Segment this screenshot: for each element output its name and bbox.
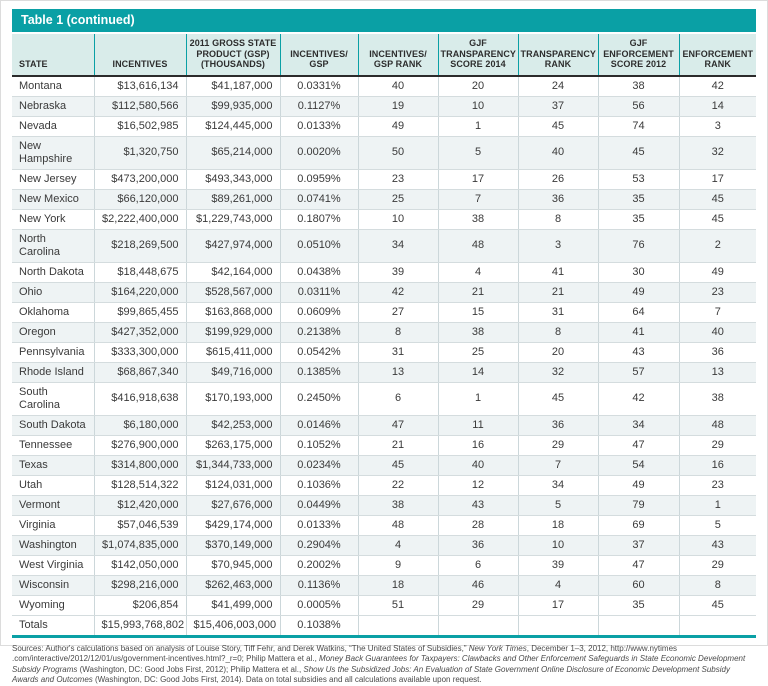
- cell-incentives: $333,300,000: [94, 342, 186, 362]
- cell-enforcement-rank: 14: [679, 96, 756, 116]
- cell-incentives: $416,918,638: [94, 382, 186, 415]
- cell-gsp: $124,031,000: [186, 475, 280, 495]
- cell-gjf-enforcement-score: 35: [598, 209, 679, 229]
- table-row: [12, 595, 756, 615]
- cell-state: Nevada: [12, 116, 94, 136]
- cell-state: Tennessee: [12, 435, 94, 455]
- table-row: [12, 189, 756, 209]
- table-row: [12, 76, 756, 97]
- cell-gsp: $27,676,000: [186, 495, 280, 515]
- cell-state: Vermont: [12, 495, 94, 515]
- cell-incentives-gsp-rank: 48: [358, 515, 438, 535]
- cell-incentives-gsp: 0.0005%: [280, 595, 358, 615]
- cell-incentives-gsp-rank: 4: [358, 535, 438, 555]
- table-row: [12, 262, 756, 282]
- cell-incentives-gsp-rank: 23: [358, 169, 438, 189]
- source-note-segment: (Washington, DC: Good Jobs First, 2014). Data on total subsidies and all calculations available upon request.: [95, 675, 482, 684]
- cell-gjf-enforcement-score: 42: [598, 382, 679, 415]
- source-note-segment: Sources: Author's calculations based on analysis of Louise Story, Tiff Fehr, and Derek Watkins, “The United States of Subsidies,”: [12, 643, 469, 653]
- cell-enforcement-rank: 29: [679, 435, 756, 455]
- cell-incentives: $18,448,675: [94, 262, 186, 282]
- table-row: [12, 555, 756, 575]
- cell-incentives: $142,050,000: [94, 555, 186, 575]
- cell-transparency-rank: 36: [518, 189, 598, 209]
- cell-gjf-enforcement-score: 35: [598, 595, 679, 615]
- cell-gjf-transparency-score: 17: [438, 169, 518, 189]
- header-row: [12, 34, 756, 76]
- table-row: [12, 282, 756, 302]
- cell-incentives-gsp-rank: 10: [358, 209, 438, 229]
- cell-transparency-rank: 45: [518, 116, 598, 136]
- cell-gsp: $89,261,000: [186, 189, 280, 209]
- cell-incentives-gsp-rank: 39: [358, 262, 438, 282]
- table-row: [12, 302, 756, 322]
- cell-gjf-transparency-score: 5: [438, 136, 518, 169]
- cell-enforcement-rank: 43: [679, 535, 756, 555]
- header-cell-state: STATE: [12, 34, 94, 76]
- cell-incentives-gsp: 0.0609%: [280, 302, 358, 322]
- header-cell-gsp: 2011 GROSS STATE PRODUCT (GSP) (THOUSANDS): [186, 34, 280, 76]
- cell-gjf-transparency-score: 14: [438, 362, 518, 382]
- cell-gjf-transparency-score: 46: [438, 575, 518, 595]
- cell-gjf-enforcement-score: 49: [598, 475, 679, 495]
- cell-transparency-rank: 34: [518, 475, 598, 495]
- cell-incentives-gsp-rank: 31: [358, 342, 438, 362]
- cell-gsp: $493,343,000: [186, 169, 280, 189]
- cell-transparency-rank: 40: [518, 136, 598, 169]
- cell-gjf-transparency-score: 28: [438, 515, 518, 535]
- cell-transparency-rank: 31: [518, 302, 598, 322]
- cell-enforcement-rank: 49: [679, 262, 756, 282]
- cell-state: New Hampshire: [12, 136, 94, 169]
- cell-state: Rhode Island: [12, 362, 94, 382]
- cell-incentives: $473,200,000: [94, 169, 186, 189]
- cell-incentives: $1,074,835,000: [94, 535, 186, 555]
- table-row: [12, 229, 756, 262]
- cell-incentives-gsp: 0.1385%: [280, 362, 358, 382]
- cell-gjf-transparency-score: 40: [438, 455, 518, 475]
- cell-gjf-transparency-score: 1: [438, 382, 518, 415]
- cell-enforcement-rank: 32: [679, 136, 756, 169]
- cell-gjf-transparency-score: 36: [438, 535, 518, 555]
- cell-incentives-gsp-rank: 13: [358, 362, 438, 382]
- cell-incentives: $128,514,322: [94, 475, 186, 495]
- cell-gjf-transparency-score: 25: [438, 342, 518, 362]
- table-body: [12, 76, 756, 637]
- cell-transparency-rank: 32: [518, 362, 598, 382]
- cell-gjf-transparency-score: 48: [438, 229, 518, 262]
- cell-gjf-enforcement-score: 54: [598, 455, 679, 475]
- cell-transparency-rank: 39: [518, 555, 598, 575]
- source-note-italic-segment: Money Back Guarantees for Taxpayers: Clawbacks and Other Enforcement Safeguards in State Economic Development Subsidy Programs: [12, 654, 746, 674]
- cell-state: Wisconsin: [12, 575, 94, 595]
- cell-transparency-rank: 41: [518, 262, 598, 282]
- cell-incentives-gsp-rank: 22: [358, 475, 438, 495]
- cell-gjf-enforcement-score: 45: [598, 136, 679, 169]
- cell-incentives: $99,865,455: [94, 302, 186, 322]
- cell-transparency-rank: 37: [518, 96, 598, 116]
- cell-gjf-transparency-score: 12: [438, 475, 518, 495]
- cell-incentives-gsp: 0.0146%: [280, 415, 358, 435]
- cell-state: Ohio: [12, 282, 94, 302]
- cell-enforcement-rank: 45: [679, 595, 756, 615]
- cell-gjf-transparency-score: [438, 615, 518, 636]
- cell-gjf-transparency-score: 15: [438, 302, 518, 322]
- cell-incentives: $298,216,000: [94, 575, 186, 595]
- cell-gsp: $49,716,000: [186, 362, 280, 382]
- header-cell-incentives-gsp: INCENTIVES/ GSP: [280, 34, 358, 76]
- totals-row: [12, 615, 756, 636]
- cell-state: Nebraska: [12, 96, 94, 116]
- cell-incentives-gsp-rank: [358, 615, 438, 636]
- cell-incentives: $16,502,985: [94, 116, 186, 136]
- cell-state: Totals: [12, 615, 94, 636]
- cell-enforcement-rank: 5: [679, 515, 756, 535]
- cell-transparency-rank: 21: [518, 282, 598, 302]
- cell-state: Montana: [12, 76, 94, 97]
- cell-transparency-rank: 8: [518, 322, 598, 342]
- cell-enforcement-rank: 36: [679, 342, 756, 362]
- table-row: [12, 535, 756, 555]
- cell-enforcement-rank: 45: [679, 209, 756, 229]
- cell-incentives-gsp-rank: 40: [358, 76, 438, 97]
- cell-state: North Carolina: [12, 229, 94, 262]
- source-note-italic-segment: Show Us the Subsidized Jobs: An Evaluation of State Government Online Disclosure of Economic Development Subsidy Awards and Outcomes: [12, 664, 730, 684]
- table-row: [12, 116, 756, 136]
- header-cell-enforcement-rank: ENFORCEMENT RANK: [679, 34, 756, 76]
- cell-gsp: $70,945,000: [186, 555, 280, 575]
- cell-incentives: $57,046,539: [94, 515, 186, 535]
- cell-incentives-gsp-rank: 18: [358, 575, 438, 595]
- cell-incentives-gsp: 0.0959%: [280, 169, 358, 189]
- cell-incentives-gsp-rank: 49: [358, 116, 438, 136]
- cell-incentives-gsp-rank: 47: [358, 415, 438, 435]
- cell-gsp: $615,411,000: [186, 342, 280, 362]
- cell-gjf-enforcement-score: 57: [598, 362, 679, 382]
- table-header: [12, 34, 756, 76]
- cell-incentives-gsp: 0.0331%: [280, 76, 358, 97]
- cell-incentives-gsp-rank: 19: [358, 96, 438, 116]
- cell-state: Utah: [12, 475, 94, 495]
- cell-gjf-enforcement-score: 41: [598, 322, 679, 342]
- cell-incentives-gsp: 0.1038%: [280, 615, 358, 636]
- cell-enforcement-rank: 42: [679, 76, 756, 97]
- table-row: [12, 362, 756, 382]
- table-row: [12, 342, 756, 362]
- cell-incentives: $15,993,768,802: [94, 615, 186, 636]
- cell-gjf-enforcement-score: 47: [598, 435, 679, 455]
- cell-incentives-gsp: 0.1036%: [280, 475, 358, 495]
- cell-incentives-gsp: 0.2450%: [280, 382, 358, 415]
- cell-transparency-rank: 8: [518, 209, 598, 229]
- cell-gsp: $1,229,743,000: [186, 209, 280, 229]
- cell-transparency-rank: 36: [518, 415, 598, 435]
- cell-incentives-gsp: 0.2904%: [280, 535, 358, 555]
- cell-enforcement-rank: 40: [679, 322, 756, 342]
- cell-incentives: $2,222,400,000: [94, 209, 186, 229]
- cell-state: Washington: [12, 535, 94, 555]
- cell-incentives-gsp: 0.2002%: [280, 555, 358, 575]
- cell-incentives-gsp: 0.0542%: [280, 342, 358, 362]
- cell-gjf-enforcement-score: 56: [598, 96, 679, 116]
- cell-incentives-gsp-rank: 34: [358, 229, 438, 262]
- cell-gsp: $170,193,000: [186, 382, 280, 415]
- cell-incentives: $427,352,000: [94, 322, 186, 342]
- cell-enforcement-rank: 29: [679, 555, 756, 575]
- cell-enforcement-rank: 16: [679, 455, 756, 475]
- cell-transparency-rank: 7: [518, 455, 598, 475]
- cell-transparency-rank: 26: [518, 169, 598, 189]
- cell-state: New Jersey: [12, 169, 94, 189]
- cell-gjf-transparency-score: 43: [438, 495, 518, 515]
- cell-incentives-gsp: 0.0741%: [280, 189, 358, 209]
- cell-incentives-gsp: 0.1052%: [280, 435, 358, 455]
- cell-gjf-enforcement-score: 35: [598, 189, 679, 209]
- cell-gjf-transparency-score: 20: [438, 76, 518, 97]
- cell-gjf-transparency-score: 4: [438, 262, 518, 282]
- cell-incentives: $66,120,000: [94, 189, 186, 209]
- cell-incentives-gsp-rank: 38: [358, 495, 438, 515]
- cell-gsp: $427,974,000: [186, 229, 280, 262]
- cell-transparency-rank: 3: [518, 229, 598, 262]
- cell-gsp: $163,868,000: [186, 302, 280, 322]
- cell-enforcement-rank: 23: [679, 282, 756, 302]
- cell-enforcement-rank: 48: [679, 415, 756, 435]
- cell-gjf-enforcement-score: 49: [598, 282, 679, 302]
- cell-gjf-enforcement-score: 43: [598, 342, 679, 362]
- cell-enforcement-rank: 2: [679, 229, 756, 262]
- cell-gjf-enforcement-score: 64: [598, 302, 679, 322]
- cell-gjf-transparency-score: 29: [438, 595, 518, 615]
- cell-state: Virginia: [12, 515, 94, 535]
- cell-incentives-gsp: 0.0438%: [280, 262, 358, 282]
- cell-incentives-gsp-rank: 42: [358, 282, 438, 302]
- cell-incentives-gsp-rank: 25: [358, 189, 438, 209]
- cell-gsp: $99,935,000: [186, 96, 280, 116]
- cell-incentives: $6,180,000: [94, 415, 186, 435]
- cell-incentives-gsp: 0.0020%: [280, 136, 358, 169]
- table-row: [12, 435, 756, 455]
- cell-incentives-gsp: 0.0449%: [280, 495, 358, 515]
- cell-gsp: $41,187,000: [186, 76, 280, 97]
- cell-state: New Mexico: [12, 189, 94, 209]
- cell-transparency-rank: 10: [518, 535, 598, 555]
- cell-gjf-transparency-score: 7: [438, 189, 518, 209]
- cell-gsp: $370,149,000: [186, 535, 280, 555]
- cell-transparency-rank: 29: [518, 435, 598, 455]
- cell-gjf-transparency-score: 1: [438, 116, 518, 136]
- cell-gsp: $124,445,000: [186, 116, 280, 136]
- cell-gjf-transparency-score: 10: [438, 96, 518, 116]
- cell-incentives-gsp: 0.0133%: [280, 515, 358, 535]
- cell-incentives-gsp-rank: 45: [358, 455, 438, 475]
- cell-incentives-gsp: 0.1127%: [280, 96, 358, 116]
- cell-gsp: $65,214,000: [186, 136, 280, 169]
- table-row: [12, 136, 756, 169]
- cell-gjf-transparency-score: 16: [438, 435, 518, 455]
- table-row: [12, 169, 756, 189]
- table-row: [12, 495, 756, 515]
- cell-incentives: $276,900,000: [94, 435, 186, 455]
- cell-state: West Virginia: [12, 555, 94, 575]
- cell-enforcement-rank: [679, 615, 756, 636]
- cell-gjf-transparency-score: 11: [438, 415, 518, 435]
- cell-incentives: $1,320,750: [94, 136, 186, 169]
- cell-transparency-rank: 45: [518, 382, 598, 415]
- cell-transparency-rank: [518, 615, 598, 636]
- cell-gsp: $1,344,733,000: [186, 455, 280, 475]
- cell-gjf-transparency-score: 38: [438, 209, 518, 229]
- cell-state: Pennsylvania: [12, 342, 94, 362]
- cell-state: New York: [12, 209, 94, 229]
- cell-gjf-transparency-score: 21: [438, 282, 518, 302]
- cell-gjf-enforcement-score: 69: [598, 515, 679, 535]
- source-note-segment: (Washington, DC: Good Jobs First, 2012); Philip Mattera et al.,: [79, 664, 304, 674]
- cell-incentives-gsp: 0.0311%: [280, 282, 358, 302]
- cell-incentives: $164,220,000: [94, 282, 186, 302]
- cell-incentives: $13,616,134: [94, 76, 186, 97]
- cell-incentives: $218,269,500: [94, 229, 186, 262]
- cell-transparency-rank: 24: [518, 76, 598, 97]
- cell-gjf-transparency-score: 6: [438, 555, 518, 575]
- cell-incentives-gsp-rank: 8: [358, 322, 438, 342]
- cell-gsp: $528,567,000: [186, 282, 280, 302]
- cell-incentives-gsp: 0.1136%: [280, 575, 358, 595]
- cell-gjf-transparency-score: 38: [438, 322, 518, 342]
- cell-gjf-enforcement-score: 74: [598, 116, 679, 136]
- cell-gsp: $199,929,000: [186, 322, 280, 342]
- cell-gsp: $41,499,000: [186, 595, 280, 615]
- cell-incentives-gsp-rank: 51: [358, 595, 438, 615]
- header-cell-incentives: INCENTIVES: [94, 34, 186, 76]
- table-row: [12, 455, 756, 475]
- cell-state: Texas: [12, 455, 94, 475]
- data-table: [12, 34, 756, 638]
- cell-state: Wyoming: [12, 595, 94, 615]
- header-cell-gjf-enforcement-score: GJF ENFORCEMENT SCORE 2012: [598, 34, 679, 76]
- header-cell-transparency-rank: TRANSPARENCY RANK: [518, 34, 598, 76]
- cell-gsp: $263,175,000: [186, 435, 280, 455]
- cell-gsp: $42,164,000: [186, 262, 280, 282]
- cell-transparency-rank: 18: [518, 515, 598, 535]
- cell-gjf-enforcement-score: 37: [598, 535, 679, 555]
- cell-enforcement-rank: 7: [679, 302, 756, 322]
- cell-state: Oklahoma: [12, 302, 94, 322]
- cell-incentives-gsp-rank: 9: [358, 555, 438, 575]
- table-title: Table 1 (continued): [12, 9, 756, 32]
- cell-incentives-gsp-rank: 21: [358, 435, 438, 455]
- cell-gjf-enforcement-score: 30: [598, 262, 679, 282]
- cell-incentives-gsp: 0.0133%: [280, 116, 358, 136]
- cell-gjf-enforcement-score: 38: [598, 76, 679, 97]
- cell-enforcement-rank: 13: [679, 362, 756, 382]
- table-row: [12, 515, 756, 535]
- cell-enforcement-rank: 1: [679, 495, 756, 515]
- source-note-italic-segment: New York Times: [468, 643, 527, 653]
- cell-enforcement-rank: 45: [679, 189, 756, 209]
- cell-gjf-enforcement-score: 53: [598, 169, 679, 189]
- cell-incentives-gsp: 0.0234%: [280, 455, 358, 475]
- cell-state: North Dakota: [12, 262, 94, 282]
- table-row: [12, 575, 756, 595]
- table-row: [12, 96, 756, 116]
- cell-incentives-gsp-rank: 50: [358, 136, 438, 169]
- cell-gsp: $262,463,000: [186, 575, 280, 595]
- source-note: [12, 644, 756, 686]
- cell-gsp: $42,253,000: [186, 415, 280, 435]
- cell-transparency-rank: 20: [518, 342, 598, 362]
- cell-gsp: $429,174,000: [186, 515, 280, 535]
- cell-enforcement-rank: 23: [679, 475, 756, 495]
- cell-state: South Dakota: [12, 415, 94, 435]
- cell-transparency-rank: 17: [518, 595, 598, 615]
- cell-gjf-enforcement-score: 76: [598, 229, 679, 262]
- table-row: [12, 475, 756, 495]
- cell-state: Oregon: [12, 322, 94, 342]
- cell-gsp: $15,406,003,000: [186, 615, 280, 636]
- cell-transparency-rank: 4: [518, 575, 598, 595]
- cell-enforcement-rank: 38: [679, 382, 756, 415]
- cell-gjf-enforcement-score: [598, 615, 679, 636]
- cell-incentives-gsp: 0.2138%: [280, 322, 358, 342]
- cell-enforcement-rank: 17: [679, 169, 756, 189]
- cell-incentives: $12,420,000: [94, 495, 186, 515]
- header-cell-incentives-gsp-rank: INCENTIVES/ GSP RANK: [358, 34, 438, 76]
- cell-incentives: $314,800,000: [94, 455, 186, 475]
- cell-incentives-gsp: 0.0510%: [280, 229, 358, 262]
- cell-incentives: $206,854: [94, 595, 186, 615]
- cell-gjf-enforcement-score: 34: [598, 415, 679, 435]
- cell-gjf-enforcement-score: 79: [598, 495, 679, 515]
- header-cell-gjf-transparency-score: GJF TRANSPARENCY SCORE 2014: [438, 34, 518, 76]
- table-row: [12, 382, 756, 415]
- cell-gjf-enforcement-score: 47: [598, 555, 679, 575]
- table-row: [12, 415, 756, 435]
- cell-state: South Carolina: [12, 382, 94, 415]
- cell-incentives-gsp-rank: 27: [358, 302, 438, 322]
- cell-incentives: $68,867,340: [94, 362, 186, 382]
- cell-incentives-gsp-rank: 6: [358, 382, 438, 415]
- cell-incentives-gsp: 0.1807%: [280, 209, 358, 229]
- cell-incentives: $112,580,566: [94, 96, 186, 116]
- cell-gjf-enforcement-score: 60: [598, 575, 679, 595]
- cell-transparency-rank: 5: [518, 495, 598, 515]
- table-row: [12, 322, 756, 342]
- cell-enforcement-rank: 8: [679, 575, 756, 595]
- source-note-segment: , December 1–3, 2012, http://www.nytimes .com/interactive/2012/12/01/us/government-incentives.html?_r=0; Philip Mattera et al.,: [12, 643, 678, 663]
- cell-enforcement-rank: 3: [679, 116, 756, 136]
- table-row: [12, 209, 756, 229]
